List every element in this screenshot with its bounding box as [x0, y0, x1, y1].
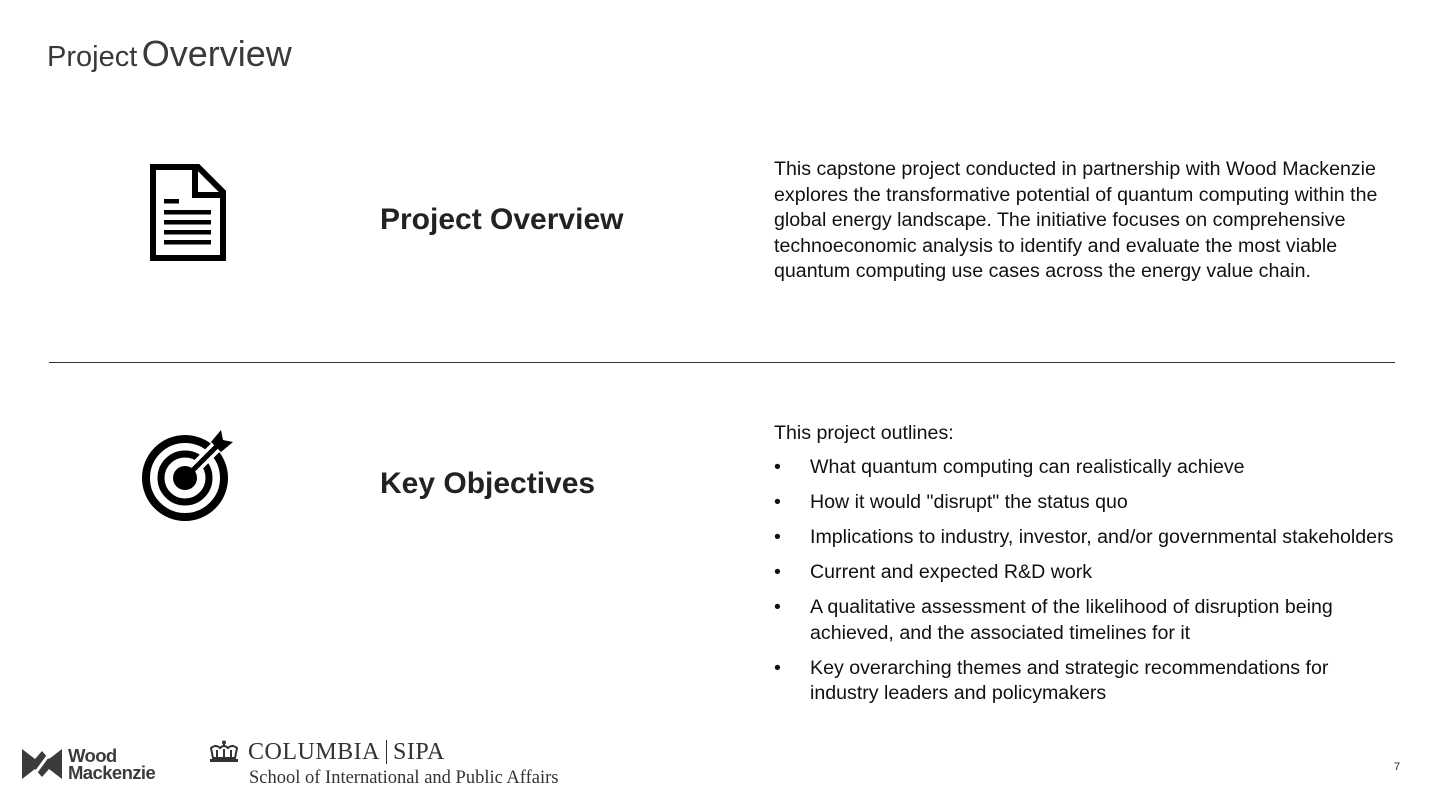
- list-item-text: How it would "disrupt" the status quo: [810, 490, 1128, 513]
- wood-mackenzie-wordmark: [68, 747, 155, 781]
- crown-icon: [208, 740, 240, 764]
- list-item: [774, 525, 1394, 551]
- wood-mackenzie-logo: [22, 744, 155, 784]
- list-item: [774, 490, 1394, 516]
- sipa-wordmark: SIPA: [393, 739, 445, 765]
- columbia-sipa-logo: [208, 740, 558, 788]
- project-overview-text: This capstone project conducted in partnership with Wood Mackenzie explores the transformative potential of quantum computing within the global energy landscape. The initiative focuses on comprehensive technoeconomic analysis to identify and evaluate the most viable quantum computing use cases across the energy value chain.: [774, 158, 1378, 283]
- key-objectives-content: [774, 421, 1394, 716]
- bullet: •: [774, 595, 781, 618]
- list-item: [774, 560, 1394, 586]
- document-icon: [150, 164, 226, 261]
- bullet: •: [774, 560, 781, 583]
- target-icon: [139, 428, 235, 524]
- key-objectives-heading: Key Objectives: [380, 467, 596, 500]
- list-item-text: Current and expected R&D work: [810, 560, 1093, 583]
- list-item: [774, 595, 1394, 646]
- bullet: •: [774, 456, 781, 478]
- list-item: [774, 656, 1394, 707]
- page-title-part2: Overview: [141, 33, 292, 74]
- section-divider: [49, 362, 1395, 363]
- bullet: •: [774, 490, 781, 513]
- sipa-subtitle: School of International and Public Affairs: [249, 768, 559, 788]
- project-overview-heading: Project Overview: [380, 203, 624, 236]
- page-title: [47, 33, 292, 74]
- list-item: [774, 455, 1394, 481]
- logo-separator: [386, 740, 387, 764]
- list-item-text: What quantum computing can realistically achieve: [810, 456, 1245, 478]
- list-item-text: Implications to industry, investor, and/or governmental stakeholders: [810, 525, 1394, 548]
- bullet: •: [774, 525, 781, 548]
- list-item-text: A qualitative assessment of the likelihood of disruption being achieved, and the associated timelines for it: [810, 595, 1333, 644]
- page-title-part1: Project: [47, 41, 138, 73]
- wood-mackenzie-mark-icon: [22, 747, 62, 781]
- page-number: 7: [1394, 761, 1401, 773]
- wood-mackenzie-line2: Mackenzie: [68, 762, 156, 783]
- wood-mackenzie-line1: Wood: [68, 745, 117, 766]
- columbia-wordmark: COLUMBIA: [248, 739, 381, 765]
- bullet: •: [774, 656, 781, 679]
- objectives-list: [774, 455, 1394, 707]
- list-item-text: Key overarching themes and strategic recommendations for industry leaders and policymakers: [810, 656, 1329, 705]
- objectives-intro: This project outlines:: [774, 422, 954, 444]
